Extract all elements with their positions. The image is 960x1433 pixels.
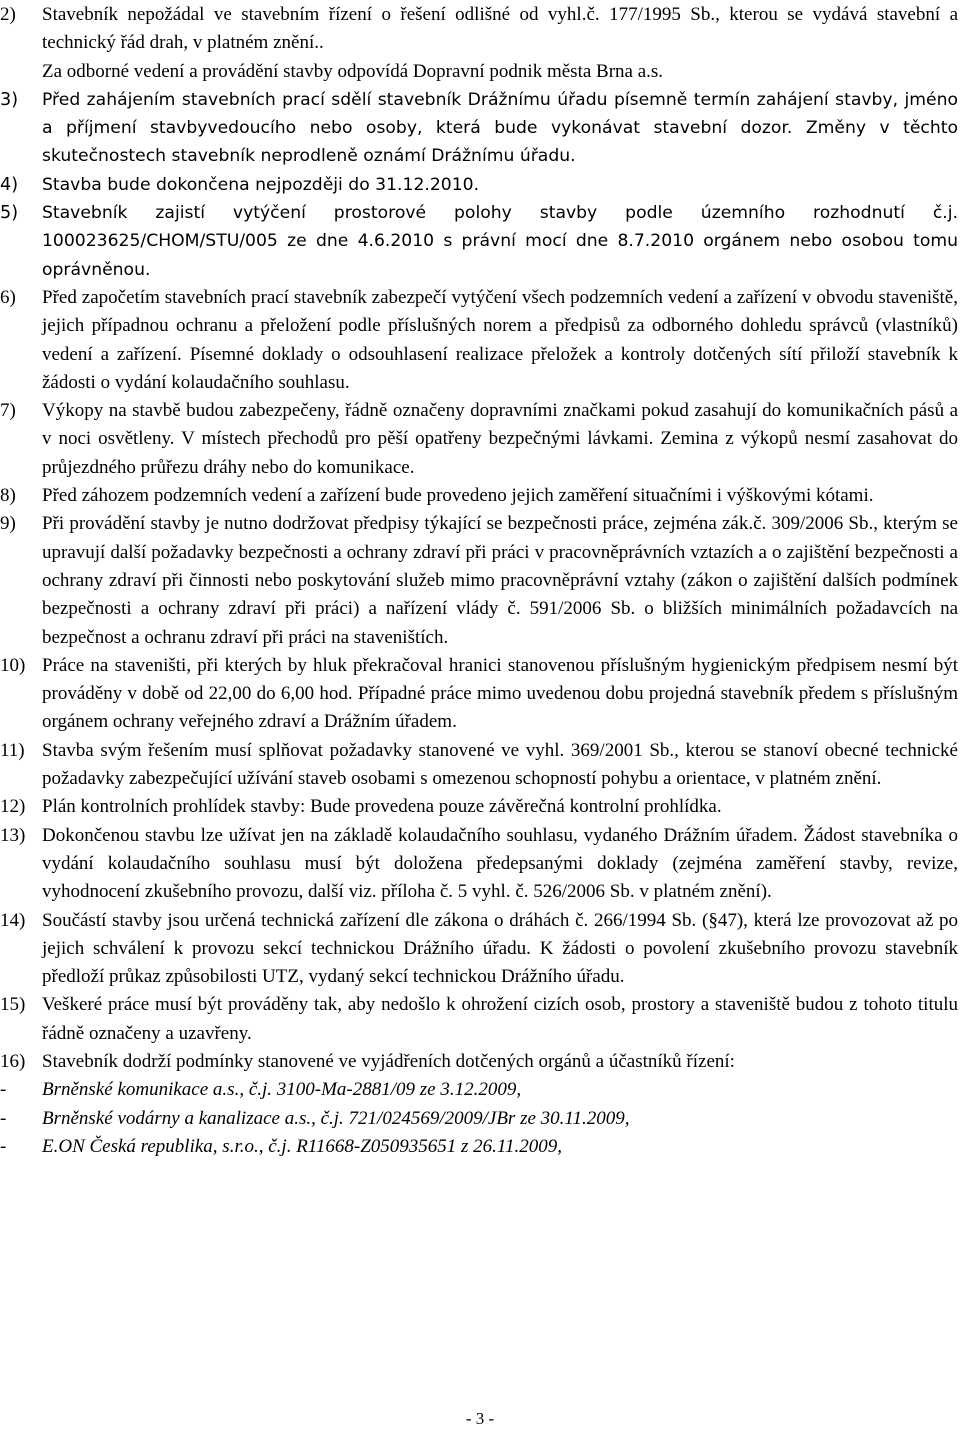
item-text: Před započetím stavebních prací stavebník zabezpečí vytýčení všech podzemních vedení a zařízení v obvodu staveniště, jejich případnou ochranu a přeložení podle příslušných norem a předpisů za odborného dohledu správců (vlastníků) vedení a zařízení. Písemné doklady o odsouhlasení realizace přeložek a kontroly dotčených sítí přiloží stavebník k žádosti o vydání kolaudačního souhlasu. xyxy=(42,286,958,393)
item-number: 8) xyxy=(0,485,16,507)
item-text: Stavba bude dokončena nejpozději do 31.12.2010. xyxy=(42,174,480,195)
condition-item-13 xyxy=(0,822,958,907)
condition-item-9 xyxy=(0,510,958,651)
condition-item-12 xyxy=(0,793,958,821)
condition-item-4 xyxy=(0,171,958,199)
item-text: Za odborné vedení a provádění stavby odpovídá Dopravní podnik města Brna a.s. xyxy=(42,60,664,82)
condition-item-3 xyxy=(0,86,958,171)
list-item xyxy=(0,1133,958,1161)
item-text: Při provádění stavby je nutno dodržovat předpisy týkající se bezpečnosti práce, zejména zák.č. 309/2006 Sb., kterým se upravují další požadavky bezpečnosti a ochrany zdraví při práci v pracovněprávních vztazích a o zajištění bezpečnosti a ochrany zdraví při činnosti nebo poskytování služeb mimo pracovněprávní vztahy (zákon o zajištění dalších podmínek bezpečnosti a ochrany zdraví při práci) a nařízení vlády č. 591/2006 Sb. o bližších minimálních požadavcích na bezpečnost a ochranu zdraví při práci na staveništích. xyxy=(42,513,958,648)
item-text: Stavebník zajistí vytýčení prostorové polohy stavby podle územního rozhodnutí č.j. 100023625/CHOM/STU/005 ze dne 4.6.2010 s právní mocí dne 8.7.2010 orgánem nebo osobou tomu oprávněnou. xyxy=(42,203,958,280)
item-text: Plán kontrolních prohlídek stavby: Bude provedena pouze závěrečná kontrolní prohlídka. xyxy=(42,796,722,818)
bullet-dash: - xyxy=(0,1079,7,1101)
list-item-text: Brněnské komunikace a.s., č.j. 3100-Ma-2881/09 ze 3.12.2009, xyxy=(42,1079,522,1101)
condition-item-8 xyxy=(0,482,958,510)
item-text: Veškeré práce musí být prováděny tak, aby nedošlo k ohrožení cizích osob, prostory a staveniště budou z tohoto titulu řádně označeny a uzavřeny. xyxy=(42,994,958,1044)
condition-item-5 xyxy=(0,199,958,284)
item-text: Před záhozem podzemních vedení a zařízení bude provedeno jejich zaměření situačními i výškovými kótami. xyxy=(42,485,874,507)
condition-item-14 xyxy=(0,907,958,992)
item-number: 11) xyxy=(0,739,25,761)
stakeholder-list xyxy=(0,1076,958,1161)
bullet-dash: - xyxy=(0,1135,7,1157)
list-item xyxy=(0,1076,958,1104)
item-number: 7) xyxy=(0,400,16,422)
item-text: Stavebník nepožádal ve stavebním řízení o řešení odlišné od vyhl.č. 177/1995 Sb., kterou se vydává stavební a technický řád drah, v platném znění.. xyxy=(42,4,958,54)
item-text: Dokončenou stavbu lze užívat jen na základě kolaudačního souhlasu, vydaného Drážním úřadem. Žádost stavebníka o vydání kolaudačního souhlasu musí být doložena předepsanými doklady (zejména zaměření stavby, revize, vyhodnocení zkušebního provozu, další viz. příloha č. 5 vyhl. č. 526/2006 Sb. v platném znění). xyxy=(42,824,958,903)
item-number: 16) xyxy=(0,1050,26,1072)
item-number: 5) xyxy=(0,203,19,224)
item-text: Stavba svým řešením musí splňovat požadavky stanovené ve vyhl. 369/2001 Sb., kterou se stanoví obecné technické požadavky zabezpečující užívání staveb osobami s omezenou schopností pohybu a orientace, v platném znění. xyxy=(42,739,958,790)
item-number: 9) xyxy=(0,513,16,535)
condition-item-10 xyxy=(0,652,958,737)
item-text: Před zahájením stavebních prací sdělí stavebník Drážnímu úřadu písemně termín zahájení stavby, jméno a příjmení stavbyvedoucího nebo osoby, která bude vykonávat stavební dozor. Změny v těchto skutečnostech stavebník neprodleně oznámí Drážnímu úřadu. xyxy=(42,89,958,167)
page-number: - 3 - xyxy=(465,1409,495,1428)
item-text: Součástí stavby jsou určená technická zařízení dle zákona o dráhách č. 266/1994 Sb. (§47), která lze provozovat až po jejich schválení k provozu sekcí technickou Drážního úřadu. K žádosti o povolení zkušebního provozu stavebník předloží průkaz způsobilosti UTZ, vydaný sekcí technickou Drážního úřadu. xyxy=(42,909,958,988)
item-number: 12) xyxy=(0,796,26,818)
item-text: Výkopy na stavbě budou zabezpečeny, řádně označeny dopravními značkami pokud zasahují do komunikačních pásů a v noci osvětleny. V místech přechodů pro pěší opatřeny bezpečnými lávkami. Zemina z výkopů nesmí zasahovat do průjezdného průřezu dráhy nebo do komunikace. xyxy=(42,400,958,478)
item-text: Stavebník dodrží podmínky stanovené ve vyjádřeních dotčených orgánů a účastníků řízení: xyxy=(42,1050,735,1072)
condition-item-11 xyxy=(0,737,958,794)
item-text: Práce na staveništi, při kterých by hluk překračoval hranici stanovenou příslušným hygienickým předpisem nesmí být prováděny v době od 22,00 do 6,00 hod. Případné práce mimo uvedenou dobu projedná stavebník předem s příslušným orgánem ochrany veřejného zdraví a Drážním úřadem. xyxy=(42,654,958,733)
item-number: 13) xyxy=(0,824,26,846)
bullet-dash: - xyxy=(0,1107,7,1129)
condition-item-15 xyxy=(0,991,958,1048)
condition-item-2 xyxy=(0,1,958,86)
list-item xyxy=(0,1105,958,1133)
item-number: 15) xyxy=(0,994,26,1016)
condition-item-6 xyxy=(0,284,958,397)
item-number: 4) xyxy=(0,174,19,195)
item-number: 10) xyxy=(0,654,26,676)
item-number: 3) xyxy=(0,89,19,110)
item-number: 14) xyxy=(0,909,26,931)
list-item-text: Brněnské vodárny a kanalizace a.s., č.j. 721/024569/2009/JBr ze 30.11.2009, xyxy=(42,1107,630,1129)
condition-item-16 xyxy=(0,1048,958,1076)
list-item-text: E.ON Česká republika, s.r.o., č.j. R11668-Z050935651 z 26.11.2009, xyxy=(42,1135,563,1157)
item-number: 2) xyxy=(0,4,16,25)
item-number: 6) xyxy=(0,286,16,308)
condition-item-7 xyxy=(0,397,958,482)
